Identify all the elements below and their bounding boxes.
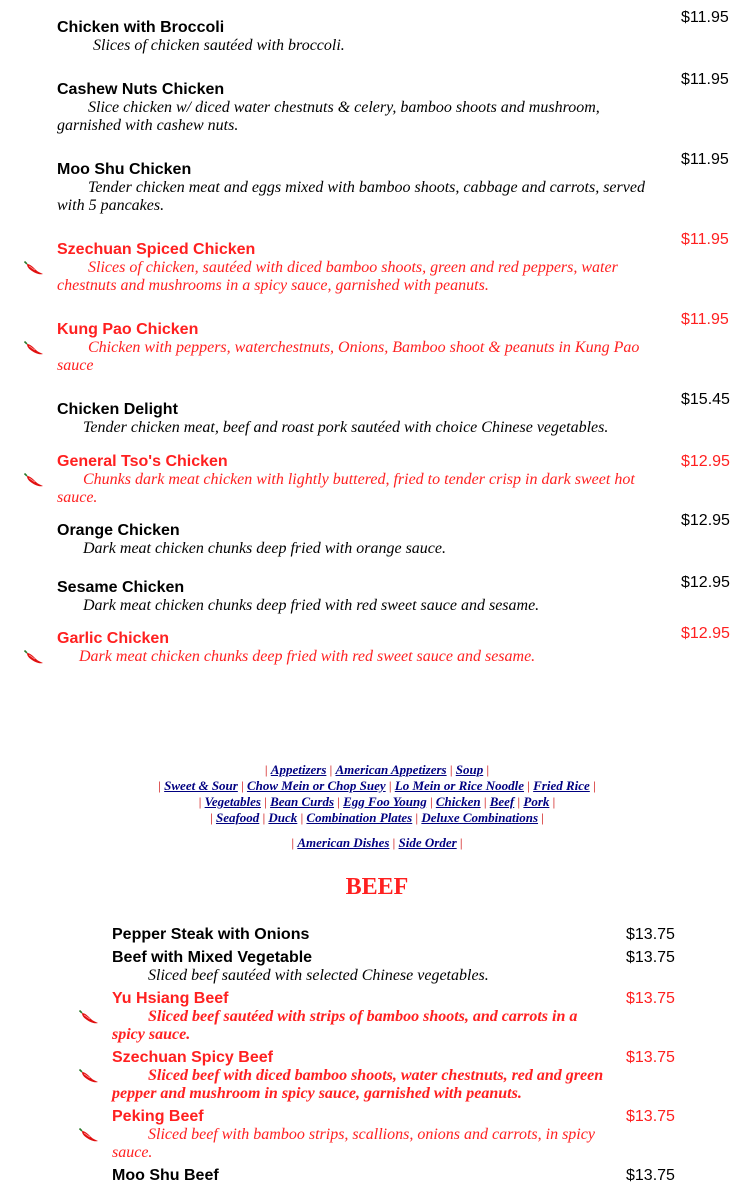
nav-separator: | <box>264 762 271 777</box>
menu-item-price: $15.45 <box>681 391 730 408</box>
menu-item <box>112 1108 608 1162</box>
menu-item-name: Orange Chicken <box>57 522 180 539</box>
menu-item-description: Dark meat chicken chunks deep fried with orange sauce. <box>83 540 447 557</box>
menu-item-name: Peking Beef <box>112 1108 204 1125</box>
nav-row <box>0 794 754 810</box>
nav-separator: | <box>524 778 534 793</box>
nav-row <box>0 810 754 826</box>
menu-item-price: $11.95 <box>681 71 729 88</box>
menu-item-description: Slice chicken w/ diced water chestnuts & celery, bamboo shoots and mushroom, garnished with cashew nuts. <box>57 99 600 134</box>
nav-separator: | <box>514 794 524 809</box>
menu-item-description: Slices of chicken sautéed with broccoli. <box>93 37 345 54</box>
menu-item-price: $12.95 <box>681 574 730 591</box>
menu-item-name: General Tso's Chicken <box>57 453 228 470</box>
menu-item-description: Sliced beef sautéed with selected Chinese vegetables. <box>148 967 489 984</box>
red-chili-pepper-icon <box>79 1128 99 1142</box>
menu-item-name: Chicken with Broccoli <box>57 19 225 36</box>
menu-item <box>57 453 652 507</box>
menu-item-price: $11.95 <box>681 9 729 26</box>
menu-item-price: $11.95 <box>681 311 729 328</box>
menu-item-price: $13.75 <box>626 949 675 966</box>
menu-item-description: Sliced beef with bamboo strips, scallions, onions and carrots, in spicy sauce. <box>112 1126 595 1161</box>
menu-item-description: Sliced beef with diced bamboo shoots, water chestnuts, red and green pepper and mushroom in spicy sauce, garnished with peanuts. <box>112 1067 604 1102</box>
menu-item-name: Cashew Nuts Chicken <box>57 81 225 98</box>
menu-item <box>112 990 608 1044</box>
nav-row <box>0 762 754 778</box>
nav-separator: | <box>538 810 544 825</box>
menu-item-price: $11.95 <box>681 151 729 168</box>
nav-link-lo-mein-or-rice-noodle[interactable]: Lo Mein or Rice Noodle <box>394 778 525 793</box>
nav-row <box>0 778 754 794</box>
nav-separator: | <box>589 778 596 793</box>
nav-link-vegetables[interactable]: Vegetables <box>204 794 261 809</box>
menu-item-price: $13.75 <box>626 1167 675 1184</box>
nav-separator: | <box>237 778 247 793</box>
nav-link-appetizers[interactable]: Appetizers <box>270 762 327 777</box>
nav-link-duck[interactable]: Duck <box>268 810 298 825</box>
menu-item-name: Pepper Steak with Onions <box>112 926 310 943</box>
red-chili-pepper-icon <box>24 261 44 275</box>
nav-separator: | <box>260 794 271 809</box>
nav-separator: | <box>426 794 436 809</box>
menu-item <box>57 241 652 295</box>
nav-row <box>0 835 754 851</box>
nav-separator: | <box>483 762 490 777</box>
red-chili-pepper-icon <box>79 1069 99 1083</box>
menu-item-price: $12.95 <box>681 625 730 642</box>
nav-link-pork[interactable]: Pork <box>523 794 550 809</box>
nav-link-egg-foo-young[interactable]: Egg Foo Young <box>343 794 427 809</box>
nav-separator: | <box>297 810 307 825</box>
nav-separator: | <box>291 835 298 850</box>
menu-item-price: $12.95 <box>681 512 730 529</box>
nav-separator: | <box>326 762 336 777</box>
menu-item-description: Tender chicken meat, beef and roast pork sautéed with choice Chinese vegetables. <box>83 419 609 436</box>
nav-link-fried-rice[interactable]: Fried Rice <box>533 778 590 793</box>
menu-item <box>112 1167 608 1185</box>
nav-link-sweet-sour[interactable]: Sweet & Sour <box>164 778 238 793</box>
menu-item <box>57 579 652 615</box>
nav-link-bean-curds[interactable]: Bean Curds <box>270 794 335 809</box>
nav-link-seafood[interactable]: Seafood <box>215 810 260 825</box>
menu-item-name: Sesame Chicken <box>57 579 185 596</box>
nav-separator: | <box>158 778 165 793</box>
nav-link-american-appetizers[interactable]: American Appetizers <box>335 762 447 777</box>
menu-item-description: Slices of chicken, sautéed with diced bamboo shoots, green and red peppers, water chestnuts and mushrooms in a spicy sauce, garnished with peanuts. <box>57 259 618 294</box>
red-chili-pepper-icon <box>24 650 44 664</box>
menu-item <box>112 1049 608 1103</box>
menu-item <box>112 949 608 985</box>
menu-item <box>57 522 652 558</box>
menu-item-description: Tender chicken meat and eggs mixed with bamboo shoots, cabbage and carrots, served with 5 pancakes. <box>57 179 645 214</box>
menu-item-name: Szechuan Spiced Chicken <box>57 241 256 258</box>
menu-item-description: Dark meat chicken chunks deep fried with red sweet sauce and sesame. <box>83 597 540 614</box>
menu-item <box>112 926 608 944</box>
menu-item-name: Moo Shu Chicken <box>57 161 192 178</box>
nav-separator: | <box>259 810 269 825</box>
nav-link-chicken[interactable]: Chicken <box>435 794 481 809</box>
menu-item-description: Chunks dark meat chicken with lightly buttered, fried to tender crisp in dark sweet hot sauce. <box>57 471 635 506</box>
menu-item-price: $13.75 <box>626 990 675 1007</box>
nav-link-soup[interactable]: Soup <box>455 762 484 777</box>
red-chili-pepper-icon <box>24 473 44 487</box>
menu-item <box>57 161 652 215</box>
menu-item-price: $13.75 <box>626 1108 675 1125</box>
menu-item-price: $13.75 <box>626 926 675 943</box>
menu-item <box>57 401 652 437</box>
nav-separator: | <box>446 762 456 777</box>
menu-item-name: Garlic Chicken <box>57 630 170 647</box>
nav-separator: | <box>412 810 422 825</box>
nav-separator: | <box>334 794 344 809</box>
nav-link-side-order[interactable]: Side Order <box>398 835 457 850</box>
nav-link-combination-plates[interactable]: Combination Plates <box>306 810 413 825</box>
menu-item-price: $13.75 <box>626 1049 675 1066</box>
red-chili-pepper-icon <box>24 341 44 355</box>
nav-link-deluxe-combinations[interactable]: Deluxe Combinations <box>421 810 539 825</box>
nav-separator: | <box>549 794 556 809</box>
nav-link-beef[interactable]: Beef <box>489 794 515 809</box>
nav-separator: | <box>385 778 395 793</box>
menu-item-name: Moo Shu Beef <box>112 1167 219 1184</box>
menu-item <box>57 630 652 666</box>
menu-item <box>57 19 652 55</box>
menu-item-description: Dark meat chicken chunks deep fried with red sweet sauce and sesame. <box>79 648 536 665</box>
menu-item-description: Sliced beef sautéed with strips of bamboo shoots, and carrots in a spicy sauce. <box>112 1008 578 1043</box>
menu-item-price: $12.95 <box>681 453 730 470</box>
red-chili-pepper-icon <box>79 1010 99 1024</box>
menu-item-description: Chicken with peppers, waterchestnuts, Onions, Bamboo shoot & peanuts in Kung Pao sauce <box>57 339 640 374</box>
nav-separator: | <box>210 810 216 825</box>
menu-item <box>57 81 652 135</box>
menu-item <box>57 321 652 375</box>
menu-item-name: Szechuan Spicy Beef <box>112 1049 273 1066</box>
nav-separator: | <box>389 835 399 850</box>
menu-item-name: Chicken Delight <box>57 401 178 418</box>
nav-separator: | <box>480 794 490 809</box>
nav-separator: | <box>456 835 463 850</box>
section-title-beef: BEEF <box>345 874 409 900</box>
nav-separator: | <box>198 794 205 809</box>
menu-item-name: Kung Pao Chicken <box>57 321 199 338</box>
menu-item-name: Beef with Mixed Vegetable <box>112 949 313 966</box>
nav-link-american-dishes[interactable]: American Dishes <box>297 835 390 850</box>
menu-item-price: $11.95 <box>681 231 729 248</box>
nav-link-chow-mein-or-chop-suey[interactable]: Chow Mein or Chop Suey <box>246 778 386 793</box>
menu-item-name: Yu Hsiang Beef <box>112 990 229 1007</box>
